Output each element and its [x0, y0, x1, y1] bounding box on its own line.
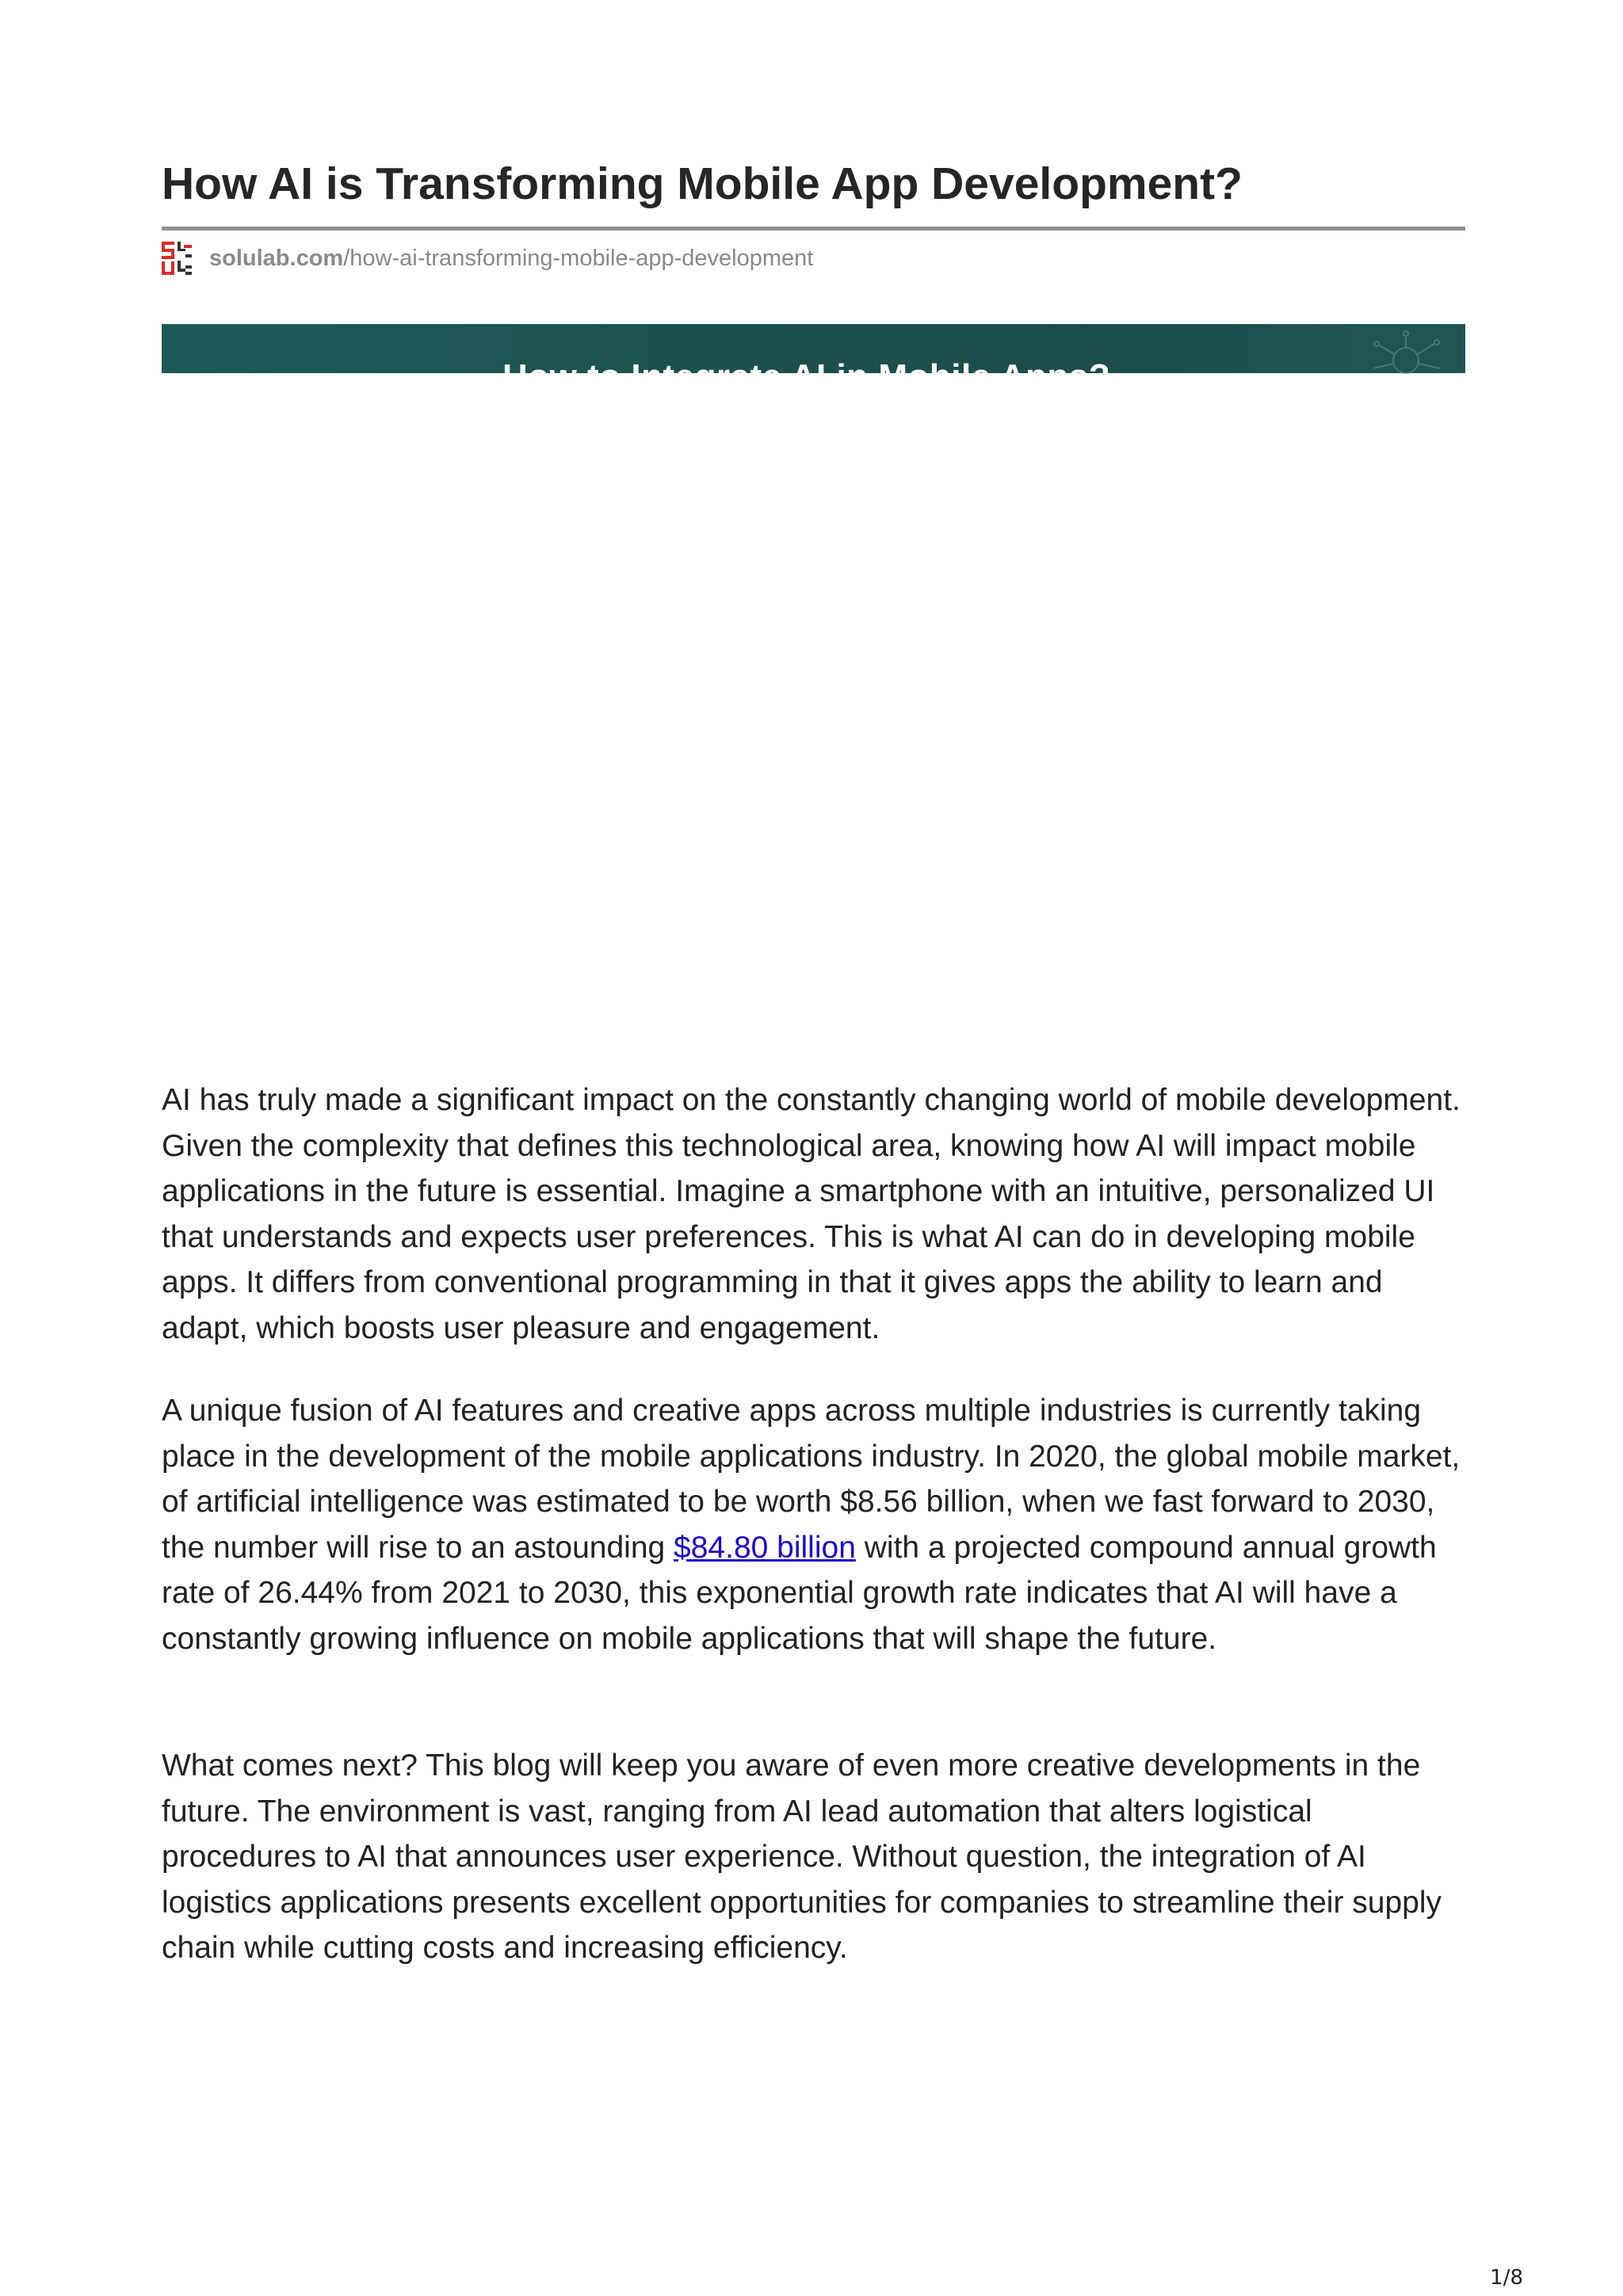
solulab-logo-icon: [162, 242, 193, 275]
hero-image: [162, 324, 1465, 396]
paragraph-next: What comes next? This blog will keep you aware of even more creative developments in the future. The environment is vast, ranging from AI lead automation that alters logistical procedures to AI that announces user experience. Without question, the integration of AI logistics applications presents excellent opportunities for companies to streamline their supply chain while cutting costs and increasing efficiency.: [162, 1749, 1442, 1965]
title-divider: [162, 227, 1465, 231]
page-number: 1/8: [1490, 2266, 1523, 2290]
hero-image-caption: How to Integrate AI in Mobile Apps?: [502, 357, 1111, 396]
source-path: /how-ai-transforming-mobile-app-development: [343, 246, 814, 271]
article-title: How AI is Transforming Mobile App Development?: [162, 158, 1243, 209]
paragraph-market-text-start: A unique fusion of AI features and creative apps across multiple industries is currently taking place in the development of the mobile applications industry. In 2020, the global mobile market, of artificial intelligence was estimated to be worth $8.56 billion, when we fast forward to 2030, the number will rise to an astounding: [162, 1394, 1461, 1565]
paragraph-intro: AI has truly made a significant impact on the constantly changing world of mobile development. Given the complexity that defines this technological area, knowing how AI will impact mobile applications in the future is essential. Imagine a smartphone with an intuitive, personalized UI that understands and expects user preferences. This is what AI can do in developing mobile apps. It differs from conventional programming in that it gives apps the ability to learn and adapt, which boosts user pleasure and engagement.: [162, 1083, 1461, 1345]
circuit-decoration-icon: [1362, 329, 1449, 373]
paragraph-market-text-end: with a projected compound annual growth rate of 26.44% from 2021 to 2030, this exponential growth rate indicates that AI will have a constantly growing influence on mobile applications that will shape the future.: [162, 1530, 1437, 1656]
paragraph-market: [162, 1388, 1469, 1661]
source-url[interactable]: [209, 241, 813, 276]
market-value-link[interactable]: $84.80 billion: [674, 1530, 856, 1565]
source-line: [162, 241, 813, 276]
source-domain: solulab.com: [209, 246, 344, 271]
